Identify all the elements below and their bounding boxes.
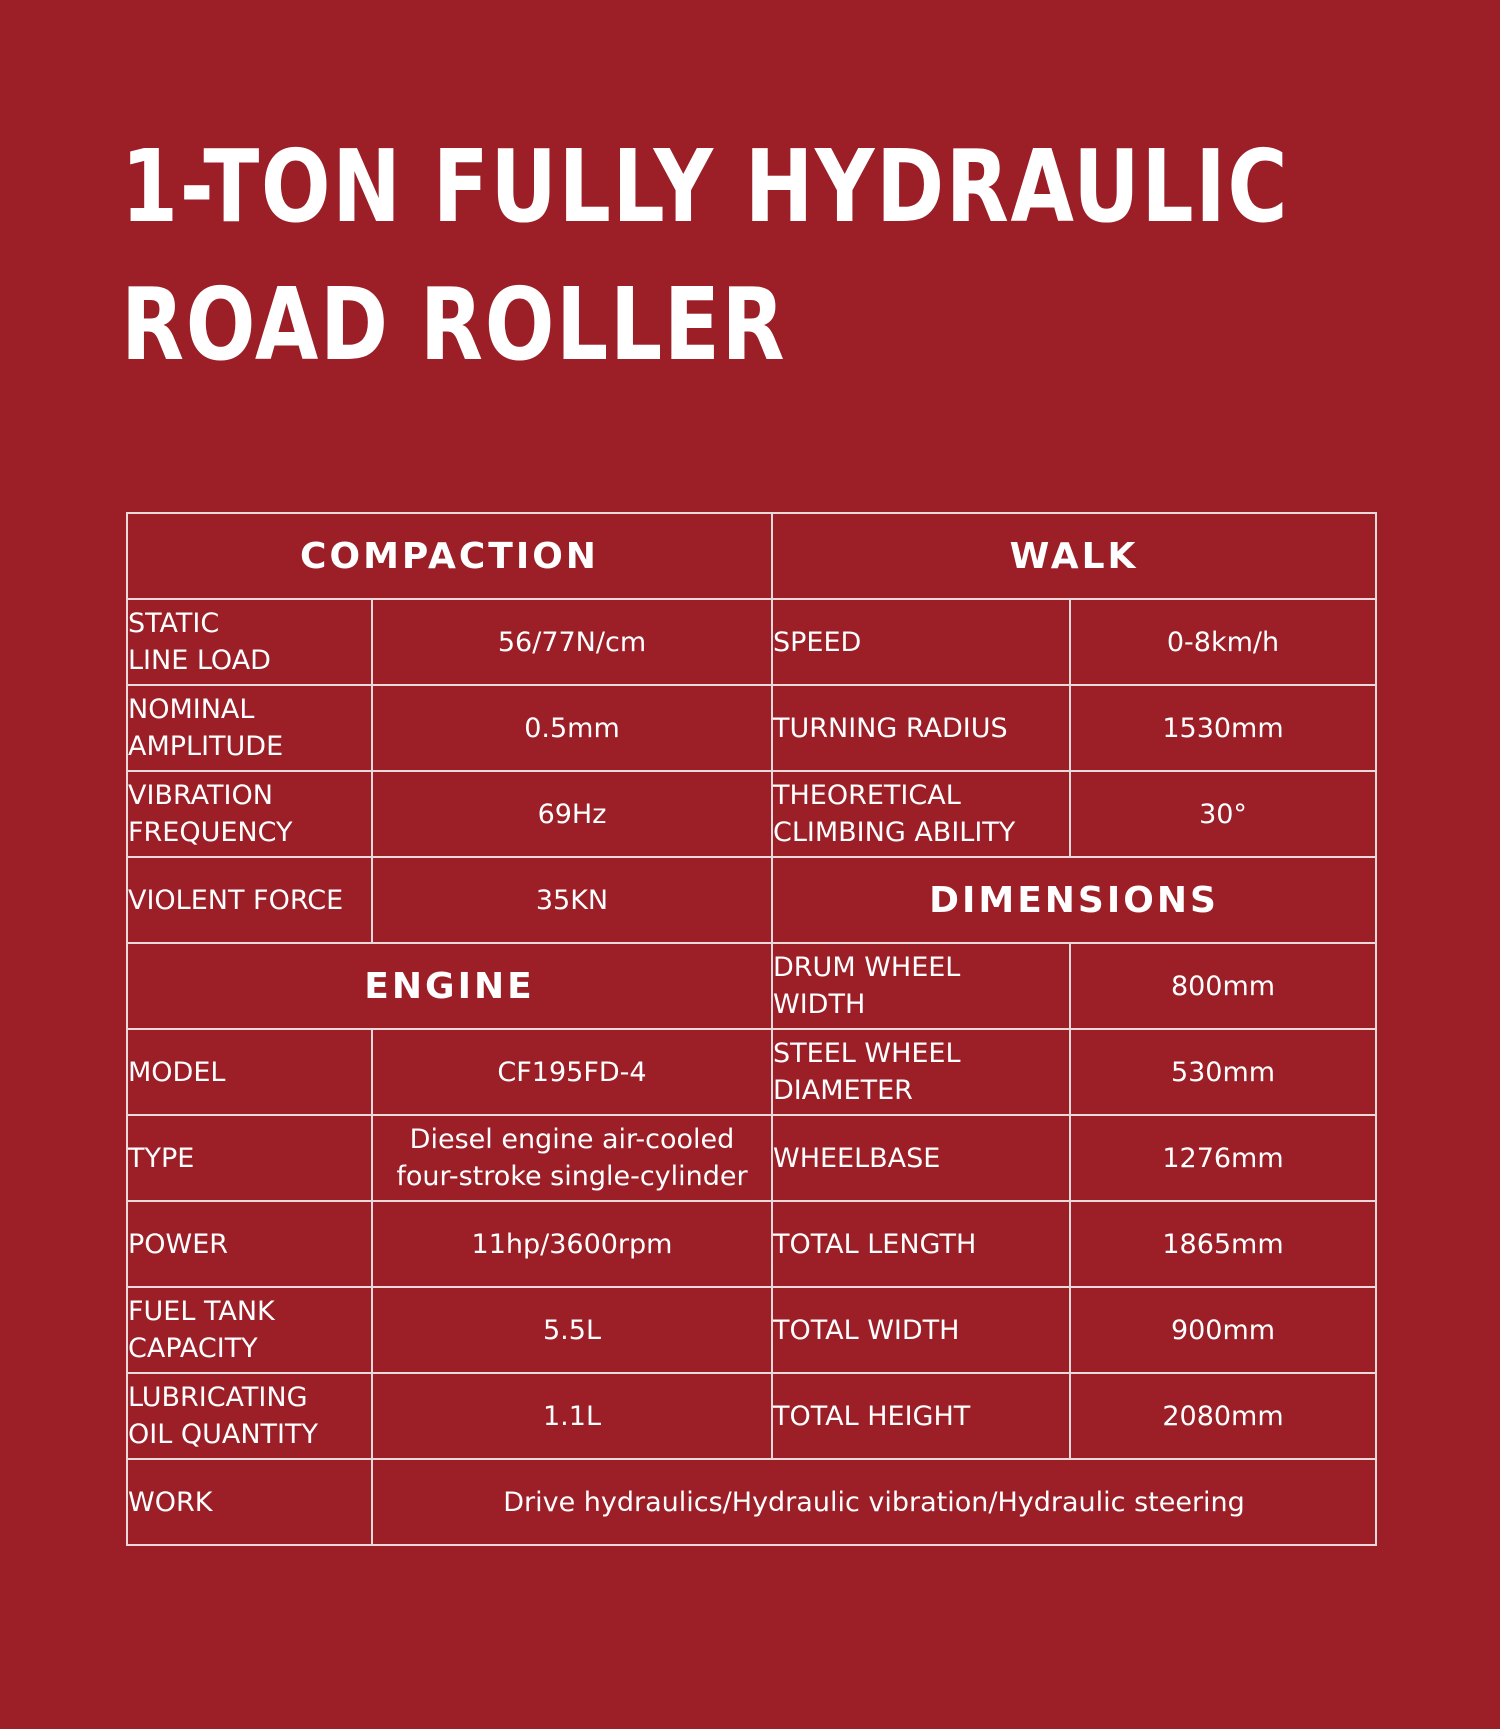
nominal-amplitude-value: 0.5mm <box>372 685 772 771</box>
steel-wheel-diameter-label: STEEL WHEEL DIAMETER <box>772 1029 1070 1115</box>
engine-header: ENGINE <box>127 943 772 1029</box>
wheelbase-value: 1276mm <box>1070 1115 1376 1201</box>
table-row <box>127 599 1376 685</box>
total-length-value: 1865mm <box>1070 1201 1376 1287</box>
violent-force-label: VIOLENT FORCE <box>127 857 372 943</box>
work-value: Drive hydraulics/Hydraulic vibration/Hydraulic steering <box>372 1459 1376 1545</box>
climbing-ability-label: THEORETICAL CLIMBING ABILITY <box>772 771 1070 857</box>
total-height-label: TOTAL HEIGHT <box>772 1373 1070 1459</box>
table-row <box>127 771 1376 857</box>
lubricating-oil-label: LUBRICATING OIL QUANTITY <box>127 1373 372 1459</box>
speed-value: 0-8km/h <box>1070 599 1376 685</box>
work-label: WORK <box>127 1459 372 1545</box>
compaction-header: COMPACTION <box>127 513 772 599</box>
turning-radius-value: 1530mm <box>1070 685 1376 771</box>
table-row <box>127 685 1376 771</box>
drum-wheel-width-label: DRUM WHEEL WIDTH <box>772 943 1070 1029</box>
table-row <box>127 1201 1376 1287</box>
table-row <box>127 1115 1376 1201</box>
dimensions-header: DIMENSIONS <box>772 857 1376 943</box>
vibration-frequency-label: VIBRATION FREQUENCY <box>127 771 372 857</box>
spec-table <box>126 512 1377 1546</box>
static-line-load-label: STATIC LINE LOAD <box>127 599 372 685</box>
table-row <box>127 1373 1376 1459</box>
table-row <box>127 857 1376 943</box>
static-line-load-value: 56/77N/cm <box>372 599 772 685</box>
fuel-tank-capacity-label: FUEL TANK CAPACITY <box>127 1287 372 1373</box>
walk-header: WALK <box>772 513 1376 599</box>
climbing-ability-value: 30° <box>1070 771 1376 857</box>
table-row <box>127 1287 1376 1373</box>
table-row <box>127 943 1376 1029</box>
vibration-frequency-value: 69Hz <box>372 771 772 857</box>
table-row <box>127 513 1376 599</box>
table-row <box>127 1029 1376 1115</box>
total-length-label: TOTAL LENGTH <box>772 1201 1070 1287</box>
steel-wheel-diameter-value: 530mm <box>1070 1029 1376 1115</box>
model-label: MODEL <box>127 1029 372 1115</box>
speed-label: SPEED <box>772 599 1070 685</box>
power-label: POWER <box>127 1201 372 1287</box>
total-width-value: 900mm <box>1070 1287 1376 1373</box>
nominal-amplitude-label: NOMINAL AMPLITUDE <box>127 685 372 771</box>
total-height-value: 2080mm <box>1070 1373 1376 1459</box>
violent-force-value: 35KN <box>372 857 772 943</box>
drum-wheel-width-value: 800mm <box>1070 943 1376 1029</box>
title-line-2: ROAD ROLLER <box>121 266 787 383</box>
table-row <box>127 1459 1376 1545</box>
turning-radius-label: TURNING RADIUS <box>772 685 1070 771</box>
power-value: 11hp/3600rpm <box>372 1201 772 1287</box>
total-width-label: TOTAL WIDTH <box>772 1287 1070 1373</box>
type-label: TYPE <box>127 1115 372 1201</box>
lubricating-oil-value: 1.1L <box>372 1373 772 1459</box>
fuel-tank-capacity-value: 5.5L <box>372 1287 772 1373</box>
type-value: Diesel engine air-cooled four-stroke single-cylinder <box>372 1115 772 1201</box>
page-title <box>121 118 1289 394</box>
title-line-1: 1-TON FULLY HYDRAULIC <box>121 128 1290 245</box>
wheelbase-label: WHEELBASE <box>772 1115 1070 1201</box>
model-value: CF195FD-4 <box>372 1029 772 1115</box>
